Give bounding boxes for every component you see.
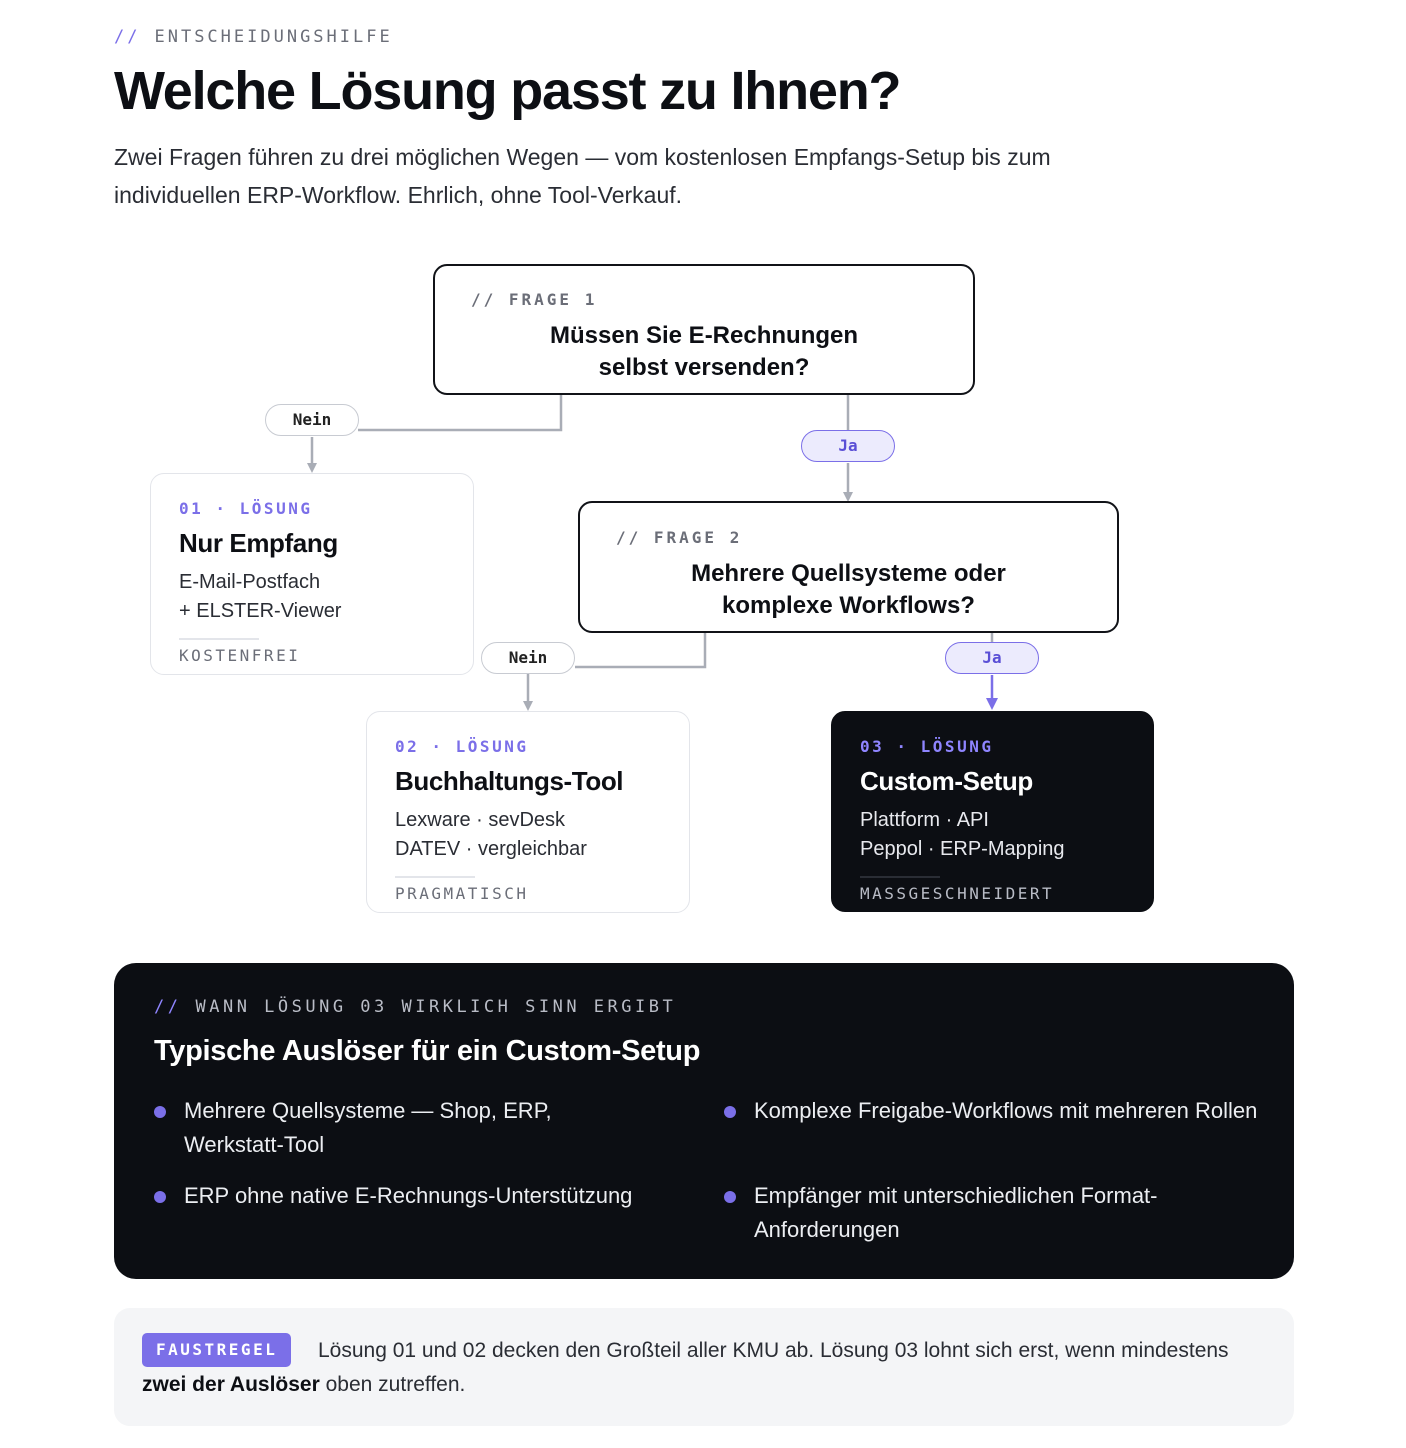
solution-01-card	[150, 473, 474, 675]
rule-text-after: oben zutreffen.	[319, 1373, 466, 1396]
edge-q1-nein	[358, 395, 561, 430]
solution-01-description	[179, 568, 341, 626]
triggers-panel	[114, 963, 1294, 1279]
solution-03-card	[831, 711, 1154, 912]
question-2-box	[578, 501, 1119, 633]
triggers-eyebrow-slash: //	[154, 997, 182, 1017]
rule-text-emphasis: zwei der Auslöser	[142, 1373, 320, 1396]
bullet-dot-icon	[724, 1191, 736, 1203]
bullet-dot-icon	[724, 1106, 736, 1118]
edge-label-q2-ja: Ja	[945, 642, 1039, 674]
solution-01-tag: KOSTENFREI	[179, 646, 301, 665]
solution-02-desc-line-2: DATEV · vergleichbar	[395, 838, 587, 860]
trigger-item-text: Mehrere Quellsysteme — Shop, ERP, Werkstatt-Tool	[184, 1098, 552, 1157]
solution-03-title: Custom-Setup	[860, 766, 1033, 796]
question-2-line-1: Mehrere Quellsysteme oder	[691, 560, 1006, 587]
trigger-item-text: Empfänger mit unterschiedlichen Format-Anforderungen	[754, 1183, 1158, 1242]
triggers-title: Typische Auslöser für ein Custom-Setup	[154, 1035, 701, 1067]
eyebrow-slash: //	[114, 27, 141, 47]
rule-of-thumb-box	[114, 1308, 1294, 1426]
question-2-text	[580, 558, 1117, 622]
question-1-label: // FRAGE 1	[471, 290, 598, 309]
edge-label-q2-nein: Nein	[481, 642, 575, 674]
trigger-item	[154, 1179, 694, 1213]
triggers-eyebrow	[154, 997, 676, 1017]
solution-02-card	[366, 711, 690, 913]
solution-02-description	[395, 806, 587, 864]
triggers-eyebrow-text: WANN LÖSUNG 03 WIRKLICH SINN ERGIBT	[195, 997, 677, 1017]
solution-02-desc-line-1: Lexware · sevDesk	[395, 809, 566, 831]
edge-label-q1-nein: Nein	[265, 404, 359, 436]
trigger-item	[724, 1179, 1244, 1247]
rule-of-thumb-badge: FAUSTREGEL	[142, 1333, 291, 1367]
question-2-label: // FRAGE 2	[616, 528, 743, 547]
rule-text-before: Lösung 01 und 02 decken den Großteil aller KMU ab. Lösung 03 lohnt sich erst, wenn mindestens	[318, 1339, 1229, 1362]
solution-03-desc-line-1: Plattform · API	[860, 809, 989, 831]
bullet-dot-icon	[154, 1191, 166, 1203]
edge-q2-nein	[575, 633, 705, 667]
question-2-line-2: komplexe Workflows?	[722, 592, 975, 619]
question-1-text	[435, 320, 973, 384]
trigger-item	[724, 1094, 1264, 1128]
question-1-box	[433, 264, 975, 395]
question-1-line-1: Müssen Sie E-Rechnungen	[549, 322, 859, 349]
solution-01-number: 01 · LÖSUNG	[179, 499, 313, 518]
solution-02-title: Buchhaltungs-Tool	[395, 766, 624, 796]
solution-02-tag: PRAGMATISCH	[395, 884, 529, 903]
solution-01-title: Nur Empfang	[179, 528, 338, 558]
trigger-item	[154, 1094, 654, 1162]
solution-01-desc-line-2: + ELSTER-Viewer	[179, 600, 342, 622]
solution-02-divider	[395, 876, 475, 878]
solution-03-divider	[860, 876, 940, 878]
page-title: Welche Lösung passt zu Ihnen?	[114, 61, 901, 121]
solution-01-divider	[179, 638, 259, 640]
trigger-item-text: Komplexe Freigabe-Workflows mit mehreren Rollen	[754, 1098, 1258, 1123]
solution-03-tag: MASSGESCHNEIDERT	[860, 884, 1055, 903]
rule-of-thumb-text	[142, 1334, 1262, 1402]
solution-03-number: 03 · LÖSUNG	[860, 737, 994, 756]
solution-01-desc-line-1: E-Mail-Postfach	[179, 571, 321, 593]
question-1-line-2: selbst versenden?	[598, 354, 810, 381]
eyebrow-text: ENTSCHEIDUNGSHILFE	[154, 27, 393, 47]
solution-03-description	[860, 806, 1065, 864]
edge-label-q1-ja: Ja	[801, 430, 895, 462]
trigger-item-text: ERP ohne native E-Rechnungs-Unterstützung	[184, 1183, 633, 1208]
bullet-dot-icon	[154, 1106, 166, 1118]
solution-02-number: 02 · LÖSUNG	[395, 737, 529, 756]
solution-03-desc-line-2: Peppol · ERP-Mapping	[860, 838, 1065, 860]
intro-paragraph: Zwei Fragen führen zu drei möglichen Wegen — vom kostenlosen Empfangs-Setup bis zum individuellen ERP-Workflow. Ehrlich, ohne Tool-Verkauf.	[114, 144, 1051, 208]
